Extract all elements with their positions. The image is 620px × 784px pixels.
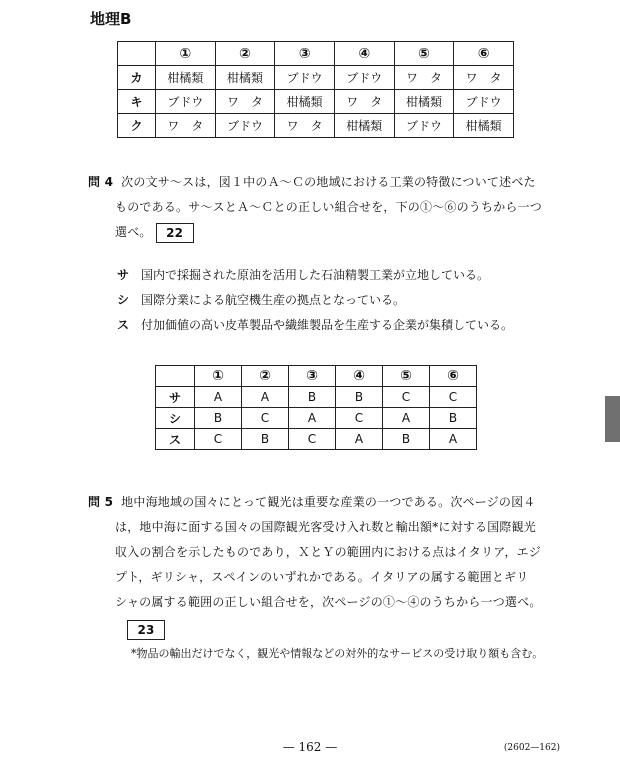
row-label: サ [156,387,195,408]
table-cell: C [195,429,242,450]
option-header: ④ [334,42,394,66]
option-header: ③ [275,42,335,66]
option-header: ④ [336,366,383,387]
question-5-line: は，地中海に面する国々の国際観光客受け入れ数と輸出額*に対する国際観光 [115,520,537,534]
footnote: *物品の輸出だけでなく，観光や情報などの対外的なサービスの受け取り額も含む。 [131,647,544,660]
table-cell: C [289,429,336,450]
statement-key: ス [117,318,130,332]
question-5-line [88,490,558,515]
option-header: ⑤ [383,366,430,387]
table-cell: B [195,408,242,429]
question-5-line: シャの属する範囲の正しい組合せを，次ページの①～④のうちから一つ選べ。 [115,595,542,609]
statement-su [117,315,513,335]
table-row [118,90,514,114]
question-label: 問 4 [88,175,114,189]
answer-number-box: 22 [156,223,194,243]
question-5 [88,490,558,642]
table-cell: A [336,429,383,450]
table-cell: C [430,387,477,408]
question-4-line [88,170,558,195]
table-cell: B [289,387,336,408]
table-cell: A [430,429,477,450]
option-header: ⑥ [454,42,514,66]
table-cell: ブドウ [394,114,454,138]
question-5-line: 収入の割合を示したものであり，ＸとＹの範囲内における点はイタリア，エジ [115,545,542,559]
statement-shi [117,290,405,310]
option-header: ① [156,42,216,66]
table-cell: ワ タ [275,114,335,138]
option-header: ③ [289,366,336,387]
question-4-line: ものである。サ～スとＡ～Ｃとの正しい組合せを，下の①～⑥のうちから一つ [115,200,543,214]
page-number: — 162 — [282,740,338,754]
table-cell: ワ タ [334,90,394,114]
row-label: キ [118,90,156,114]
table-cell: B [383,429,430,450]
table-cell: 柑橘類 [454,114,514,138]
question-text: 次の文サ～スは，図１中のＡ～Ｃの地域における工業の特徴について述べた [121,175,536,189]
section-tab-marker [605,396,620,442]
question-text: 地中海地域の国々にとって観光は重要な産業の一つである。次ページの図４ [121,495,536,509]
table-cell: 柑橘類 [334,114,394,138]
question-5-line: プト，ギリシャ，スペインのいずれかである。イタリアの属する範囲とギリ [115,570,529,584]
table-cell: ブドウ [334,66,394,90]
table-cell: ブドウ [454,90,514,114]
table-cell: A [383,408,430,429]
table-cell: 柑橘類 [275,90,335,114]
question-4-line [88,220,558,245]
question-4 [88,170,558,245]
table-cell: ブドウ [156,90,216,114]
question-label: 問 5 [88,495,114,509]
table-cell: B [242,429,289,450]
option-header: ⑥ [430,366,477,387]
table-header-row [156,366,477,387]
table-row [156,408,477,429]
row-label: ク [118,114,156,138]
table-row [156,429,477,450]
option-header: ① [195,366,242,387]
statement-key: シ [117,293,130,307]
statement-text: 国内で採掘された原油を活用した石油精製工業が立地している。 [141,268,490,282]
question-text: 選べ。 [115,225,152,239]
table-cell: C [383,387,430,408]
table-header-row [118,42,514,66]
table-cell: ワ タ [156,114,216,138]
statement-text: 付加価値の高い皮革製品や繊維製品を生産する企業が集積している。 [141,318,514,332]
subject-title: 地理B [90,10,132,28]
table-cell: ワ タ [454,66,514,90]
table-cell: A [242,387,289,408]
row-label: シ [156,408,195,429]
table-row [156,387,477,408]
table-cell: ワ タ [215,90,275,114]
table-cell: B [430,408,477,429]
table-corner-cell [156,366,195,387]
table-cell: B [336,387,383,408]
table-cell: C [242,408,289,429]
table-cell: 柑橘類 [394,90,454,114]
answer-table-1 [117,41,514,138]
table-cell: A [289,408,336,429]
option-header: ② [215,42,275,66]
table-cell: 柑橘類 [215,66,275,90]
answer-table-2 [155,365,477,450]
table-corner-cell [118,42,156,66]
table-cell: ワ タ [394,66,454,90]
row-label: ス [156,429,195,450]
statement-text: 国際分業による航空機生産の拠点となっている。 [141,293,406,307]
option-header: ⑤ [394,42,454,66]
option-header: ② [242,366,289,387]
table-cell: A [195,387,242,408]
answer-number-box: 23 [127,620,165,640]
table-row [118,66,514,90]
question-5-line [88,615,558,642]
table-cell: ブドウ [275,66,335,90]
table-cell: 柑橘類 [156,66,216,90]
statement-key: サ [117,268,130,282]
row-label: カ [118,66,156,90]
table-cell: ブドウ [215,114,275,138]
table-row [118,114,514,138]
exam-code: (2602—162) [503,743,560,753]
table-cell: C [336,408,383,429]
statement-sa [117,265,489,285]
